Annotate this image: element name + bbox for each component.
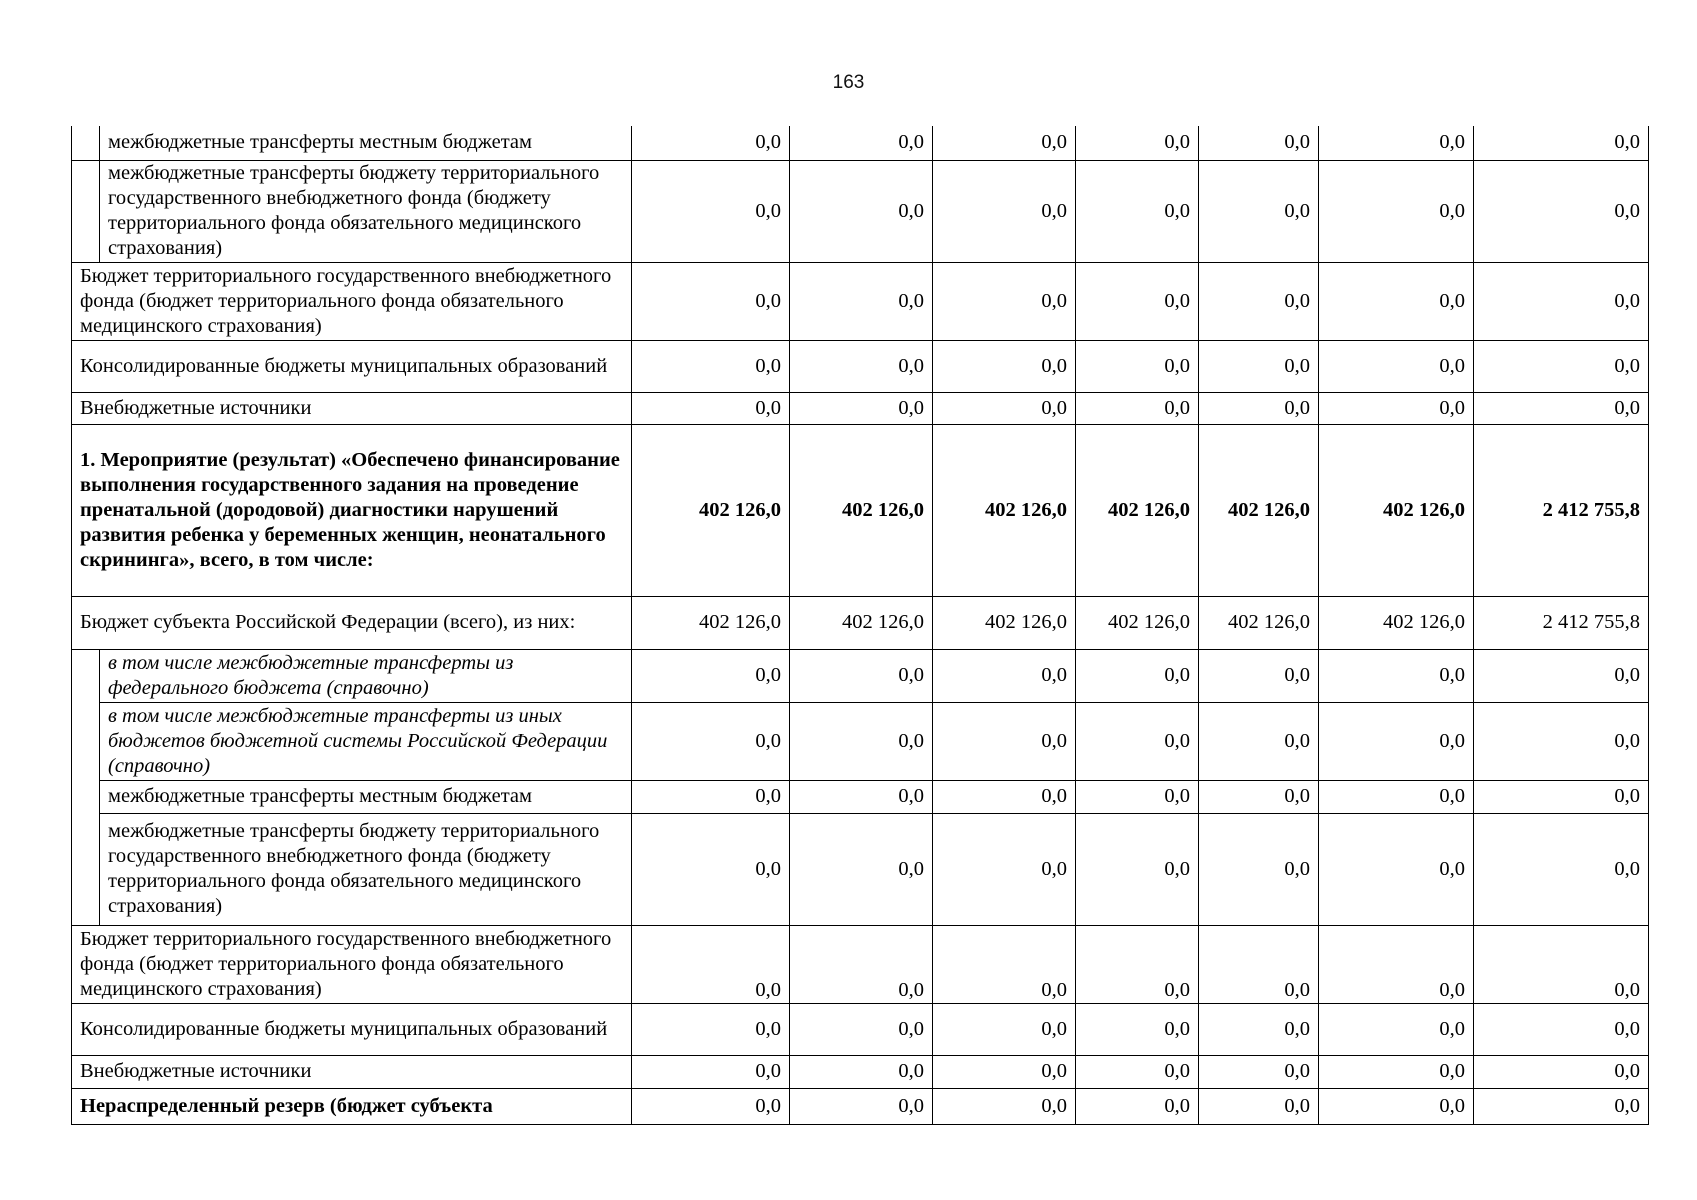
total-cell: 0,0 (1474, 1088, 1649, 1124)
table-row (72, 702, 1649, 780)
value-cell: 0,0 (632, 1055, 790, 1088)
value-cell: 0,0 (933, 1088, 1076, 1124)
total-cell: 0,0 (1474, 925, 1649, 1003)
value-cell: 0,0 (933, 813, 1076, 925)
total-cell: 0,0 (1474, 780, 1649, 813)
value-cell: 0,0 (1076, 925, 1199, 1003)
value-cell: 402 126,0 (1319, 596, 1474, 649)
value-cell: 0,0 (632, 649, 790, 702)
value-cell: 0,0 (933, 392, 1076, 424)
value-cell: 0,0 (1319, 925, 1474, 1003)
total-cell: 0,0 (1474, 392, 1649, 424)
value-cell: 0,0 (790, 780, 933, 813)
value-cell: 0,0 (632, 1003, 790, 1055)
table-row (72, 1088, 1649, 1124)
value-cell: 0,0 (933, 262, 1076, 340)
value-cell: 0,0 (1076, 702, 1199, 780)
table-row (72, 340, 1649, 392)
value-cell: 0,0 (1199, 392, 1319, 424)
table-row (72, 424, 1649, 596)
table-row (72, 649, 1649, 702)
value-cell: 0,0 (1319, 649, 1474, 702)
value-cell: 402 126,0 (1319, 424, 1474, 596)
value-cell: 0,0 (1199, 1055, 1319, 1088)
value-cell: 0,0 (1076, 649, 1199, 702)
value-cell: 0,0 (933, 160, 1076, 262)
value-cell: 0,0 (1076, 126, 1199, 160)
value-cell: 0,0 (1076, 780, 1199, 813)
value-cell: 0,0 (1076, 1055, 1199, 1088)
total-cell: 0,0 (1474, 702, 1649, 780)
value-cell: 0,0 (632, 813, 790, 925)
value-cell: 0,0 (790, 1003, 933, 1055)
value-cell: 402 126,0 (790, 424, 933, 596)
value-cell: 0,0 (632, 340, 790, 392)
value-cell: 0,0 (1076, 392, 1199, 424)
value-cell: 0,0 (1319, 1003, 1474, 1055)
value-cell: 402 126,0 (933, 424, 1076, 596)
value-cell: 0,0 (790, 702, 933, 780)
value-cell: 0,0 (1319, 1055, 1474, 1088)
value-cell: 0,0 (933, 1055, 1076, 1088)
value-cell: 0,0 (1076, 340, 1199, 392)
row-label: межбюджетные трансферты бюджету территориального государственного внебюджетного фонда (бюджету территориального фонда обязательного медицинского страхования) (100, 813, 632, 925)
total-cell: 0,0 (1474, 160, 1649, 262)
table-row (72, 1003, 1649, 1055)
total-cell: 2 412 755,8 (1474, 596, 1649, 649)
value-cell: 402 126,0 (1076, 424, 1199, 596)
value-cell: 402 126,0 (1199, 596, 1319, 649)
value-cell: 0,0 (790, 126, 933, 160)
value-cell: 0,0 (1319, 262, 1474, 340)
total-cell: 0,0 (1474, 649, 1649, 702)
value-cell: 402 126,0 (933, 596, 1076, 649)
value-cell: 0,0 (1199, 262, 1319, 340)
value-cell: 0,0 (1319, 1088, 1474, 1124)
row-label: Бюджет территориального государственного внебюджетного фонда (бюджет территориального фонда обязательного медицинского страхования) (72, 925, 632, 1003)
table-row (72, 1055, 1649, 1088)
value-cell: 0,0 (1319, 813, 1474, 925)
row-label: в том числе межбюджетные трансферты из федерального бюджета (справочно) (100, 649, 632, 702)
indent-cell (72, 160, 100, 262)
table-row (72, 126, 1649, 160)
value-cell: 0,0 (933, 702, 1076, 780)
total-cell: 0,0 (1474, 262, 1649, 340)
indent-cell (72, 126, 100, 160)
value-cell: 0,0 (1076, 1003, 1199, 1055)
value-cell: 0,0 (1199, 780, 1319, 813)
value-cell: 0,0 (632, 126, 790, 160)
value-cell: 0,0 (1319, 780, 1474, 813)
budget-table (71, 126, 1649, 1125)
table-row (72, 262, 1649, 340)
value-cell: 0,0 (1319, 392, 1474, 424)
value-cell: 0,0 (1076, 262, 1199, 340)
total-cell: 0,0 (1474, 126, 1649, 160)
total-cell: 0,0 (1474, 1055, 1649, 1088)
value-cell: 0,0 (1076, 160, 1199, 262)
value-cell: 0,0 (790, 649, 933, 702)
value-cell: 0,0 (933, 649, 1076, 702)
value-cell: 0,0 (1199, 1088, 1319, 1124)
value-cell: 0,0 (632, 702, 790, 780)
value-cell: 0,0 (790, 160, 933, 262)
value-cell: 0,0 (933, 1003, 1076, 1055)
value-cell: 0,0 (1076, 1088, 1199, 1124)
value-cell: 0,0 (1199, 925, 1319, 1003)
value-cell: 0,0 (1199, 813, 1319, 925)
value-cell: 0,0 (632, 262, 790, 340)
row-label: Консолидированные бюджеты муниципальных образований (72, 340, 632, 392)
value-cell: 402 126,0 (1076, 596, 1199, 649)
indent-cell (72, 649, 100, 925)
value-cell: 0,0 (632, 1088, 790, 1124)
value-cell: 0,0 (1076, 813, 1199, 925)
table-row (72, 925, 1649, 1003)
total-cell: 0,0 (1474, 1003, 1649, 1055)
value-cell: 0,0 (1319, 160, 1474, 262)
row-label: Внебюджетные источники (72, 392, 632, 424)
value-cell: 0,0 (1319, 126, 1474, 160)
value-cell: 0,0 (790, 1055, 933, 1088)
page-number: 163 (832, 72, 865, 93)
table-row (72, 160, 1649, 262)
value-cell: 0,0 (933, 925, 1076, 1003)
table-row (72, 392, 1649, 424)
table-row (72, 780, 1649, 813)
row-label: Внебюджетные источники (72, 1055, 632, 1088)
row-label: межбюджетные трансферты местным бюджетам (100, 126, 632, 160)
total-cell: 2 412 755,8 (1474, 424, 1649, 596)
value-cell: 0,0 (790, 1088, 933, 1124)
value-cell: 0,0 (790, 340, 933, 392)
row-label: 1. Мероприятие (результат) «Обеспечено финансирование выполнения государственного задания на проведение пренатальной (дородовой) диагностики нарушений развития ребенка у беременных женщин, неонатального скрининга», всего, в том числе: (72, 424, 632, 596)
value-cell: 0,0 (1199, 702, 1319, 780)
value-cell: 0,0 (790, 925, 933, 1003)
row-label: межбюджетные трансферты местным бюджетам (100, 780, 632, 813)
value-cell: 0,0 (632, 925, 790, 1003)
value-cell: 0,0 (933, 340, 1076, 392)
value-cell: 0,0 (1319, 340, 1474, 392)
total-cell: 0,0 (1474, 340, 1649, 392)
row-label: межбюджетные трансферты бюджету территориального государственного внебюджетного фонда (бюджету территориального фонда обязательного медицинского страхования) (100, 160, 632, 262)
row-label: Нераспределенный резерв (бюджет субъекта (72, 1088, 632, 1124)
table-row (72, 813, 1649, 925)
value-cell: 402 126,0 (1199, 424, 1319, 596)
value-cell: 0,0 (933, 126, 1076, 160)
value-cell: 0,0 (1199, 649, 1319, 702)
value-cell: 0,0 (790, 392, 933, 424)
row-label: Консолидированные бюджеты муниципальных образований (72, 1003, 632, 1055)
value-cell: 0,0 (1319, 702, 1474, 780)
value-cell: 0,0 (1199, 1003, 1319, 1055)
value-cell: 0,0 (790, 262, 933, 340)
value-cell: 0,0 (632, 392, 790, 424)
value-cell: 402 126,0 (632, 424, 790, 596)
row-label: в том числе межбюджетные трансферты из иных бюджетов бюджетной системы Российской Федерации (справочно) (100, 702, 632, 780)
value-cell: 0,0 (632, 780, 790, 813)
value-cell: 0,0 (1199, 340, 1319, 392)
value-cell: 0,0 (1199, 160, 1319, 262)
value-cell: 402 126,0 (632, 596, 790, 649)
row-label: Бюджет субъекта Российской Федерации (всего), из них: (72, 596, 632, 649)
table-row (72, 596, 1649, 649)
value-cell: 402 126,0 (790, 596, 933, 649)
value-cell: 0,0 (632, 160, 790, 262)
value-cell: 0,0 (790, 813, 933, 925)
row-label: Бюджет территориального государственного внебюджетного фонда (бюджет территориального фонда обязательного медицинского страхования) (72, 262, 632, 340)
value-cell: 0,0 (933, 780, 1076, 813)
total-cell: 0,0 (1474, 813, 1649, 925)
value-cell: 0,0 (1199, 126, 1319, 160)
